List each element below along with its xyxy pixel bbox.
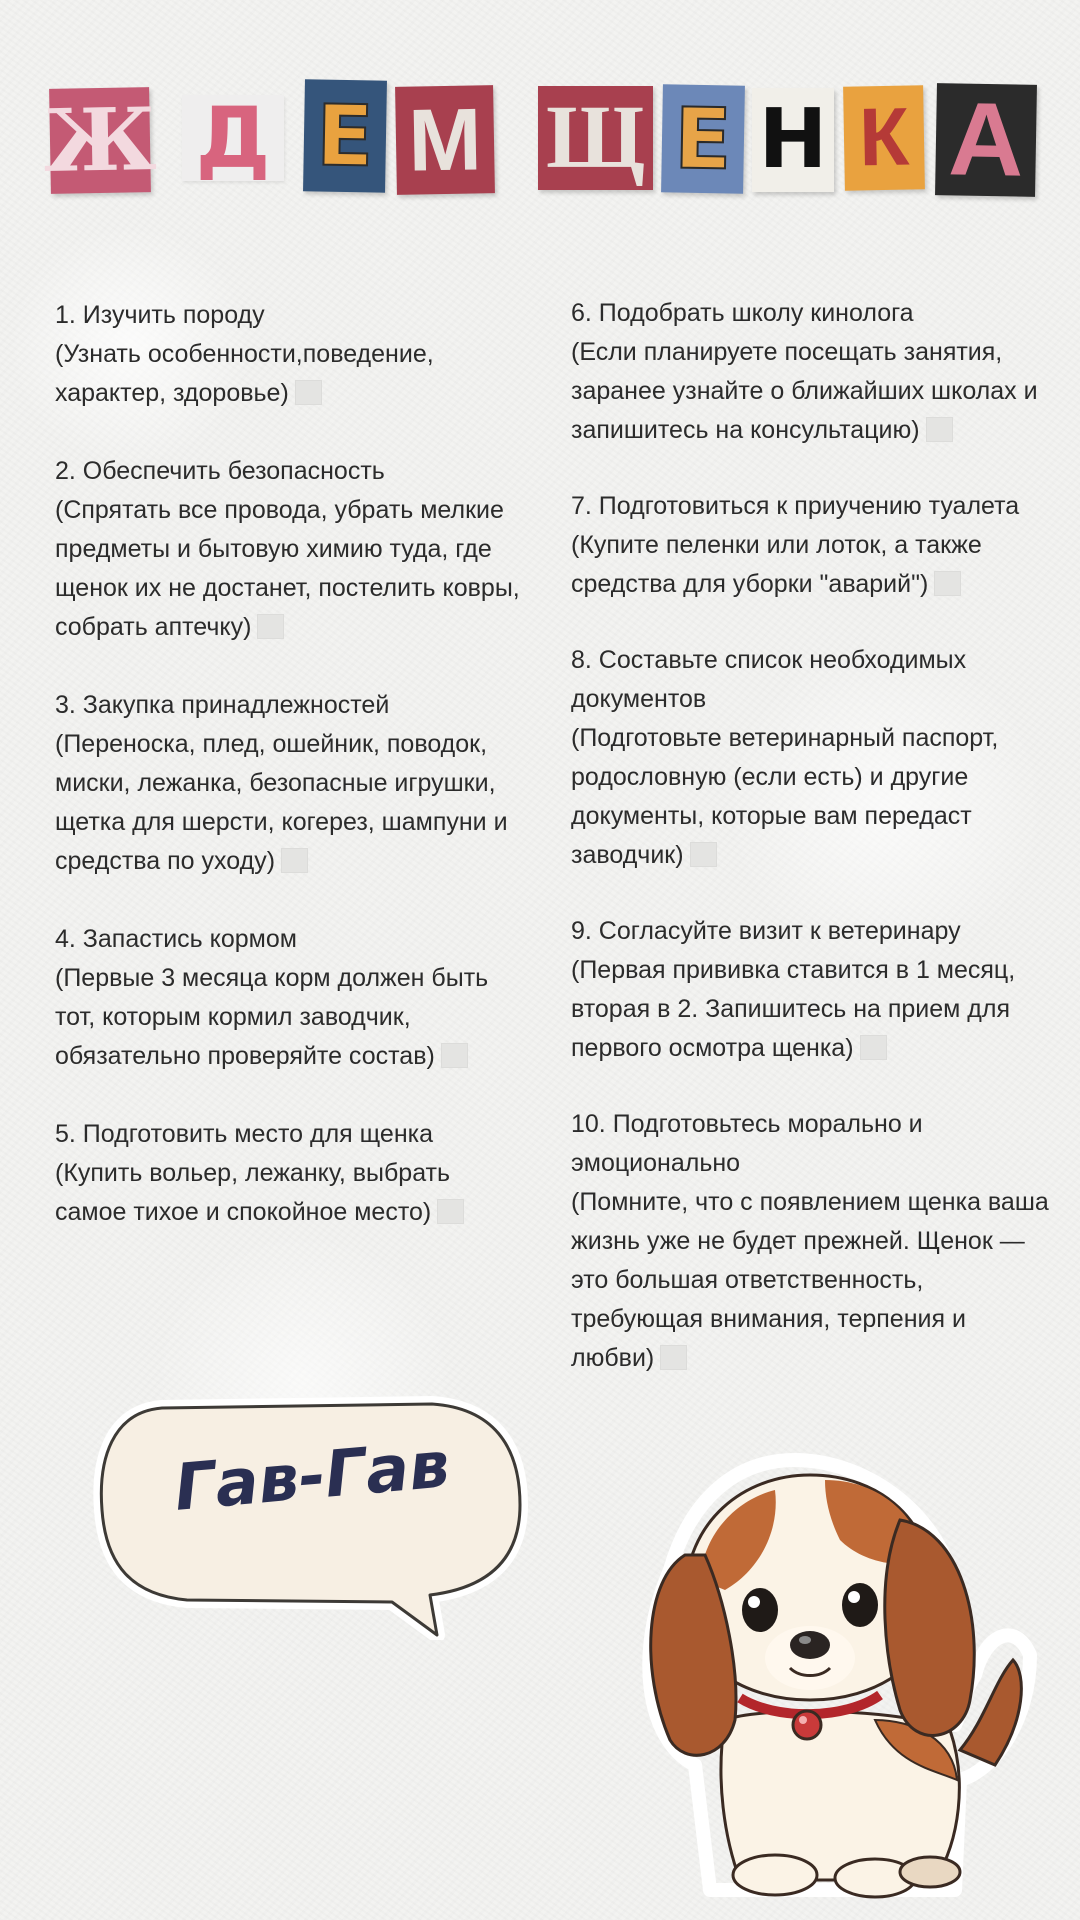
checklist-item <box>571 294 1051 450</box>
checkbox[interactable] <box>441 1043 468 1068</box>
checklist-item-description: (Переноска, плед, ошейник, поводок, миски, лежанка, безопасные игрушки, щетка для шерсти, когерез, шампуни и средства по уходу) <box>55 730 508 875</box>
checklist-item-description: (Первая прививка ставится в 1 месяц, вторая в 2. Запишитесь на прием для первого осмотра щенка) <box>571 956 1016 1062</box>
checklist-item-description: (Спрятать все провода, убрать мелкие предметы и бытовую химию туда, где щенок их не достанет, постелить ковры, собрать аптечку) <box>55 496 520 641</box>
checkbox[interactable] <box>690 842 717 867</box>
checkbox[interactable] <box>295 380 322 405</box>
checklist-item <box>571 1105 1051 1378</box>
title-letter: Н <box>752 88 834 192</box>
puppy-illustration-icon <box>575 1420 1055 1900</box>
checklist-item <box>571 641 1051 875</box>
checklist-item-title: 9. Согласуйте визит к ветеринару <box>571 917 961 945</box>
checklist-item <box>55 296 525 413</box>
checklist-item-description: (Подготовьте ветеринарный паспорт, родословную (если есть) и другие документы, которые вам передаст заводчик) <box>571 724 999 869</box>
checklist-item-title: 7. Подготовиться к приучению туалета <box>571 492 1020 520</box>
checklist-right-column <box>571 294 1051 1415</box>
speech-bubble-text: Гав-Гав <box>171 1428 453 1526</box>
checklist-item-title: 3. Закупка принадлежностей <box>55 691 390 719</box>
checklist-item <box>55 1115 525 1232</box>
checkbox[interactable] <box>437 1199 464 1224</box>
title-letter: Е <box>303 79 387 192</box>
checklist-item <box>55 452 525 647</box>
checklist-item-title: 2. Обеспечить безопасность <box>55 457 385 485</box>
title-letter: Щ <box>538 86 653 190</box>
checklist-left-column <box>55 296 525 1271</box>
checklist-item-description: (Если планируете посещать занятия, заранее узнайте о ближайших школах и запишитесь на консультацию) <box>571 338 1038 444</box>
checklist-item-description: (Купить вольер, лежанку, выбрать самое тихое и спокойное место) <box>55 1154 525 1232</box>
checklist-item-description: (Помните, что с появлением щенка ваша жизнь уже не будет прежней. Щенок — это большая ответственность, требующая внимания, терпения и любви) <box>571 1188 1049 1372</box>
checklist-item-title: 10. Подготовьтесь морально и эмоционально <box>571 1110 923 1177</box>
checklist-item <box>55 686 525 881</box>
page-title <box>0 0 1080 220</box>
checkbox[interactable] <box>934 571 961 596</box>
checkbox[interactable] <box>660 1345 687 1370</box>
title-letter: М <box>395 85 495 195</box>
checklist-item-description: (Узнать особенности,поведение, характер, здоровье) <box>55 340 434 407</box>
title-letter: А <box>935 83 1037 197</box>
checklist-item <box>571 487 1051 604</box>
checklist-item-title: 1. Изучить породу <box>55 301 265 329</box>
checklist-item-description: (Первые 3 месяца корм должен быть тот, которым кормил заводчик, обязательно проверяйте состав) <box>55 964 489 1070</box>
checkbox[interactable] <box>281 848 308 873</box>
checklist-item-title: 4. Запастись кормом <box>55 925 297 953</box>
checklist-item-title: 8. Составьте список необходимых документов <box>571 646 967 713</box>
checklist-item <box>55 920 525 1076</box>
checklist-item-description: (Купите пеленки или лоток, а также средства для уборки "аварий") <box>571 531 982 598</box>
checkbox[interactable] <box>926 417 953 442</box>
checkbox[interactable] <box>860 1035 887 1060</box>
title-letter: Ж <box>49 87 151 194</box>
checklist-item-title: 5. Подготовить место для щенка <box>55 1120 434 1148</box>
speech-bubble <box>92 1390 532 1640</box>
checkbox[interactable] <box>257 614 284 639</box>
checklist-item <box>571 912 1051 1068</box>
title-letter: Е <box>661 84 745 193</box>
checklist-item-title: 6. Подобрать школу кинолога <box>571 299 914 327</box>
title-letter: К <box>843 85 925 190</box>
title-letter: Д <box>182 95 284 181</box>
